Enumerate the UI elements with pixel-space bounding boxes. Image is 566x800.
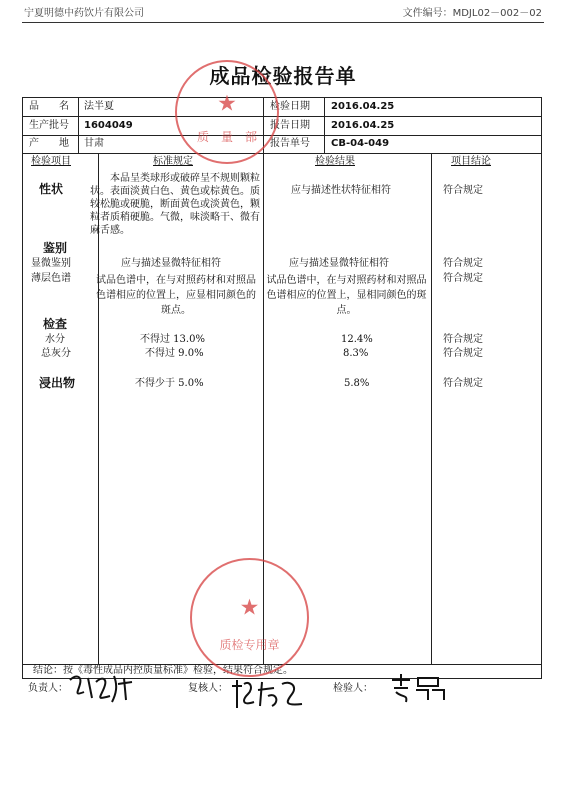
origin-label: 产 地 [29,138,69,149]
inspection-label: 检查 [43,317,68,331]
qc-seal-stamp [190,558,309,677]
extract-standard: 不得少于 5.0% [135,378,204,389]
header-divider [22,22,544,23]
stamp-star-icon: ★ [239,595,260,621]
col-divider [431,153,432,664]
row-divider [23,116,541,117]
check-date: 2016.04.25 [331,101,395,112]
reviewer-signature [228,676,308,712]
appearance-standard: 本品呈类球形或破碎呈不规则颗粒状。表面淡黄白色、黄色或棕黄色。质较松脆或硬脆，断面黄色或淡黄色，颗粒者质稍硬脆。气微，味淡略干、微有麻舌感。 [90,173,260,236]
check-date-label: 检验日期 [270,101,310,112]
tlc-result: 试品色谱中，在与对照药材和对照品色谱相应的位置上，显相同颜色的斑点。 [266,275,427,316]
stamp-star-icon: ★ [217,91,237,117]
extract-conclusion: 符合规定 [443,378,483,389]
stamp-bottom-text: 质检专用章 [219,638,280,652]
final-conclusion: 结论：按《毒性成品内控质量标准》检验，结果符合规定。 [33,665,293,676]
report-date: 2016.04.25 [331,120,395,131]
col-divider [78,98,79,153]
quality-department-stamp [175,60,279,164]
col-divider [324,98,325,153]
page-title: 成品检验报告单 [209,64,357,88]
responsible-label: 负责人： [28,683,68,694]
report-no-label: 报告单号 [270,138,310,149]
reviewer-label: 复核人： [188,683,228,694]
microscopic-conclusion: 符合规定 [443,258,483,269]
name-label: 品 名 [29,101,69,112]
col-header-item: 检验项目 [31,156,71,167]
responsible-signature [66,672,136,706]
stamp-top-text: 质 量 部 [196,130,257,144]
moisture-label: 水分 [45,334,65,345]
moisture-conclusion: 符合规定 [443,334,483,345]
col-header-result: 检验结果 [315,156,355,167]
tlc-standard: 试品色谱中，在与对照药材和对照品色谱相应的位置上，应显相同颜色的斑点。 [96,275,256,316]
ash-result: 8.3% [343,348,369,359]
identification-label: 鉴别 [43,241,68,255]
inspector-label: 检验人： [333,683,373,694]
batch-number: 1604049 [84,120,133,131]
inspector-signature [388,672,448,704]
moisture-standard: 不得过 13.0% [140,334,205,345]
microscopic-label: 显微鉴别 [31,258,71,269]
origin: 甘肃 [84,138,104,149]
appearance-conclusion: 符合规定 [443,185,483,196]
extract-result: 5.8% [344,378,370,389]
company-header: 宁夏明德中药饮片有限公司 [24,8,144,19]
report-date-label: 报告日期 [270,120,310,131]
moisture-result: 12.4% [341,334,373,345]
microscopic-result: 应与描述显微特征相符 [289,258,389,269]
document-number: 文件编号：MDJL02－002－02 [402,8,542,19]
appearance-label: 性状 [39,182,64,196]
ash-conclusion: 符合规定 [443,348,483,359]
report-number: CB-04-049 [331,138,390,149]
row-divider [23,135,541,136]
microscopic-standard: 应与描述显微特征相符 [121,258,221,269]
ash-label: 总灰分 [41,348,71,359]
row-divider [23,153,541,154]
col-header-conclusion: 项目结论 [451,156,491,167]
tlc-label: 薄层色谱 [31,273,71,284]
col-header-standard: 标准规定 [153,156,193,167]
tlc-conclusion: 符合规定 [443,273,483,284]
ash-standard: 不得过 9.0% [145,348,204,359]
appearance-result: 应与描述性状特征相符 [291,185,391,196]
product-name: 法半夏 [84,101,114,112]
batch-label: 生产批号 [29,120,69,131]
extract-label: 浸出物 [39,376,76,390]
